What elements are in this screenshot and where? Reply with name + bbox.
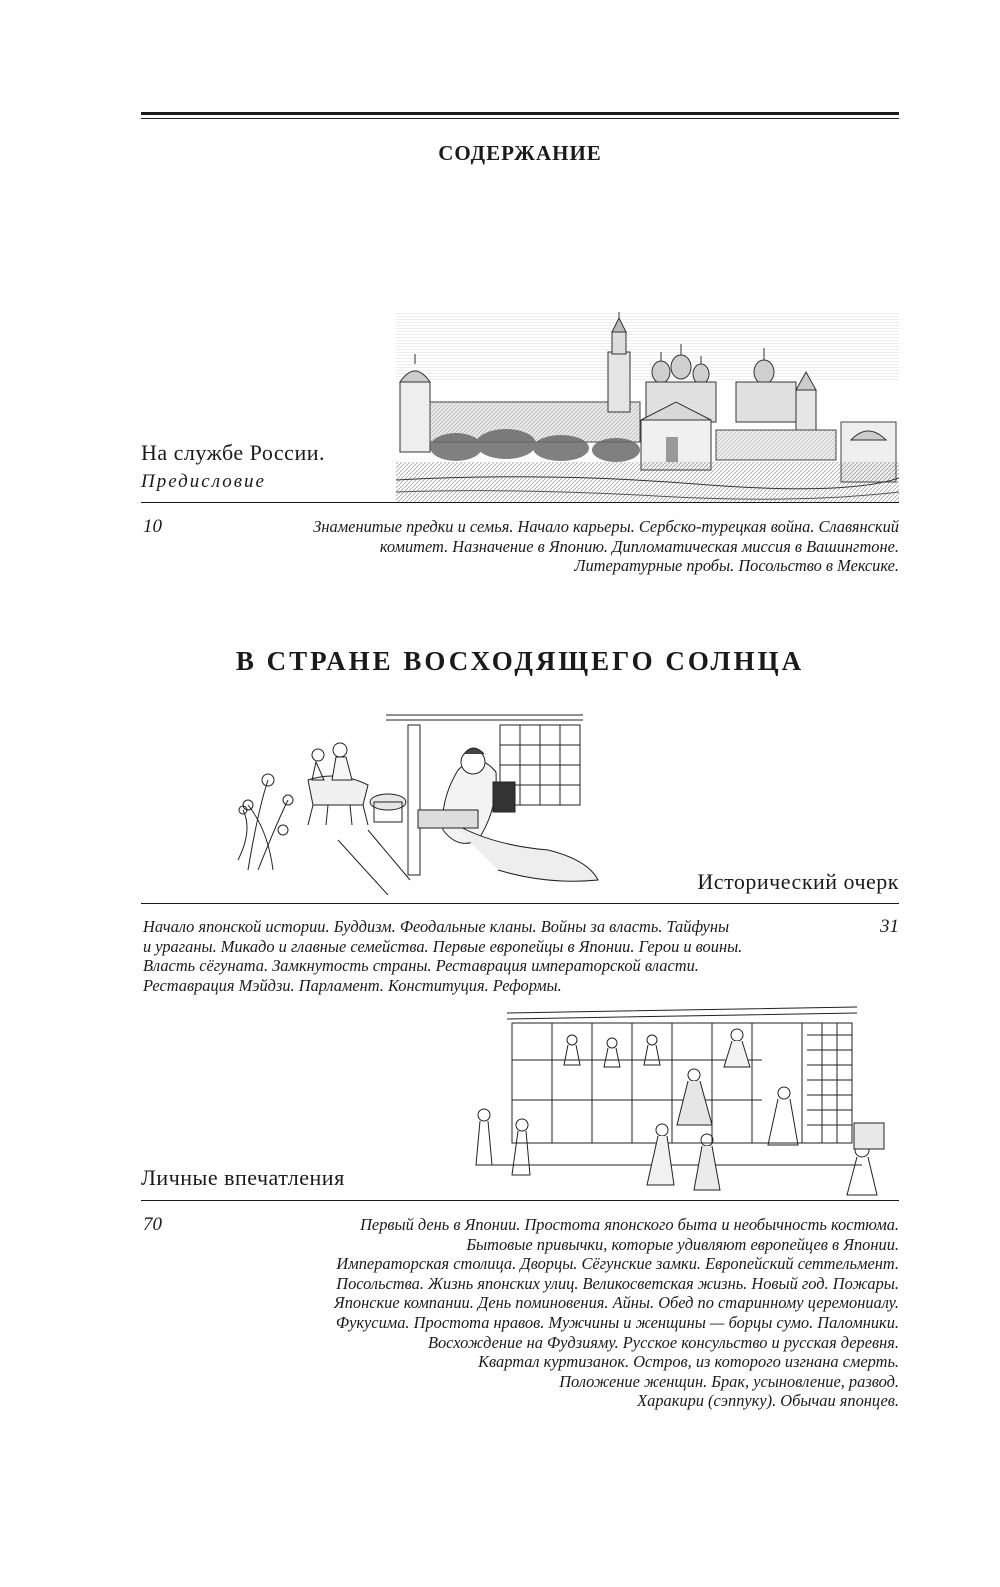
history-page-number: 31 [880, 916, 899, 937]
preface-description [200, 517, 899, 576]
monastery-engraving [396, 312, 899, 502]
impressions-line: Харакири (сэппуку). Обычаи японцев. [637, 1391, 899, 1411]
preface-subtitle: Предисловие [141, 471, 266, 492]
impressions-line: Посольства. Жизнь японских улиц. Великосветская жизнь. Новый год. Пожары. [336, 1273, 899, 1293]
japanese-scholar-woodblock [228, 710, 610, 895]
part-title: В СТРАНЕ ВОСХОДЯЩЕГО СОЛНЦА [235, 646, 805, 676]
history-line: Реставрация Мэйдзи. Парламент. Конституция. Реформы. [143, 975, 562, 995]
impressions-line: Бытовые привычки, которые удивляют европейцев в Японии. [466, 1234, 899, 1254]
impressions-page-number: 70 [143, 1214, 162, 1235]
impressions-title: Личные впечатления [141, 1165, 345, 1190]
history-rule [141, 903, 899, 904]
header-rule-thin [141, 118, 899, 119]
history-line: Начало японской истории. Буддизм. Феодальные кланы. Войны за власть. Тайфуны [143, 917, 730, 936]
impressions-line: Фукусима. Простота нравов. Мужчины и женщины — борцы сумо. Паломники. [335, 1312, 899, 1332]
impressions-description [200, 1215, 899, 1411]
impressions-line: Восхождение на Фудзияму. Русское консульство и русская деревня. [427, 1332, 899, 1352]
impressions-line: Императорская столица. Дворцы. Сёгунские замки. Европейский сеттельмент. [336, 1254, 899, 1274]
preface-line: Литературные пробы. Посольство в Мексике. [574, 556, 899, 576]
preface-line: Знаменитые предки и семья. Начало карьеры. Сербско-турецкая война. Славянский [313, 517, 899, 536]
history-description [143, 917, 742, 995]
preface-page-number: 10 [143, 516, 162, 537]
impressions-line: Первый день в Японии. Простота японского быта и необычность костюма. [360, 1215, 899, 1234]
page-title: СОДЕРЖАНИЕ [438, 141, 602, 165]
impressions-line: Японские компании. День поминовения. Айны. Обед по старинному церемониалу. [333, 1293, 899, 1313]
history-title: Исторический очерк [697, 869, 899, 894]
impressions-rule [141, 1200, 899, 1201]
preface-title: На службе России. [141, 440, 325, 465]
history-line: Власть сёгуната. Замкнутость страны. Реставрация императорской власти. [143, 956, 699, 976]
impressions-line: Положение женщин. Брак, усыновление, развод. [559, 1371, 899, 1391]
history-line: и ураганы. Микадо и главные семейства. Первые европейцы в Японии. Герои и воины. [143, 936, 743, 956]
japanese-street-woodblock [462, 1005, 899, 1198]
preface-line: комитет. Назначение в Японию. Дипломатическая миссия в Вашингтоне. [379, 536, 899, 556]
impressions-line: Квартал куртизанок. Остров, из которого изгнана смерть. [478, 1352, 899, 1372]
header-rule-thick [141, 112, 899, 115]
preface-rule [141, 502, 899, 503]
